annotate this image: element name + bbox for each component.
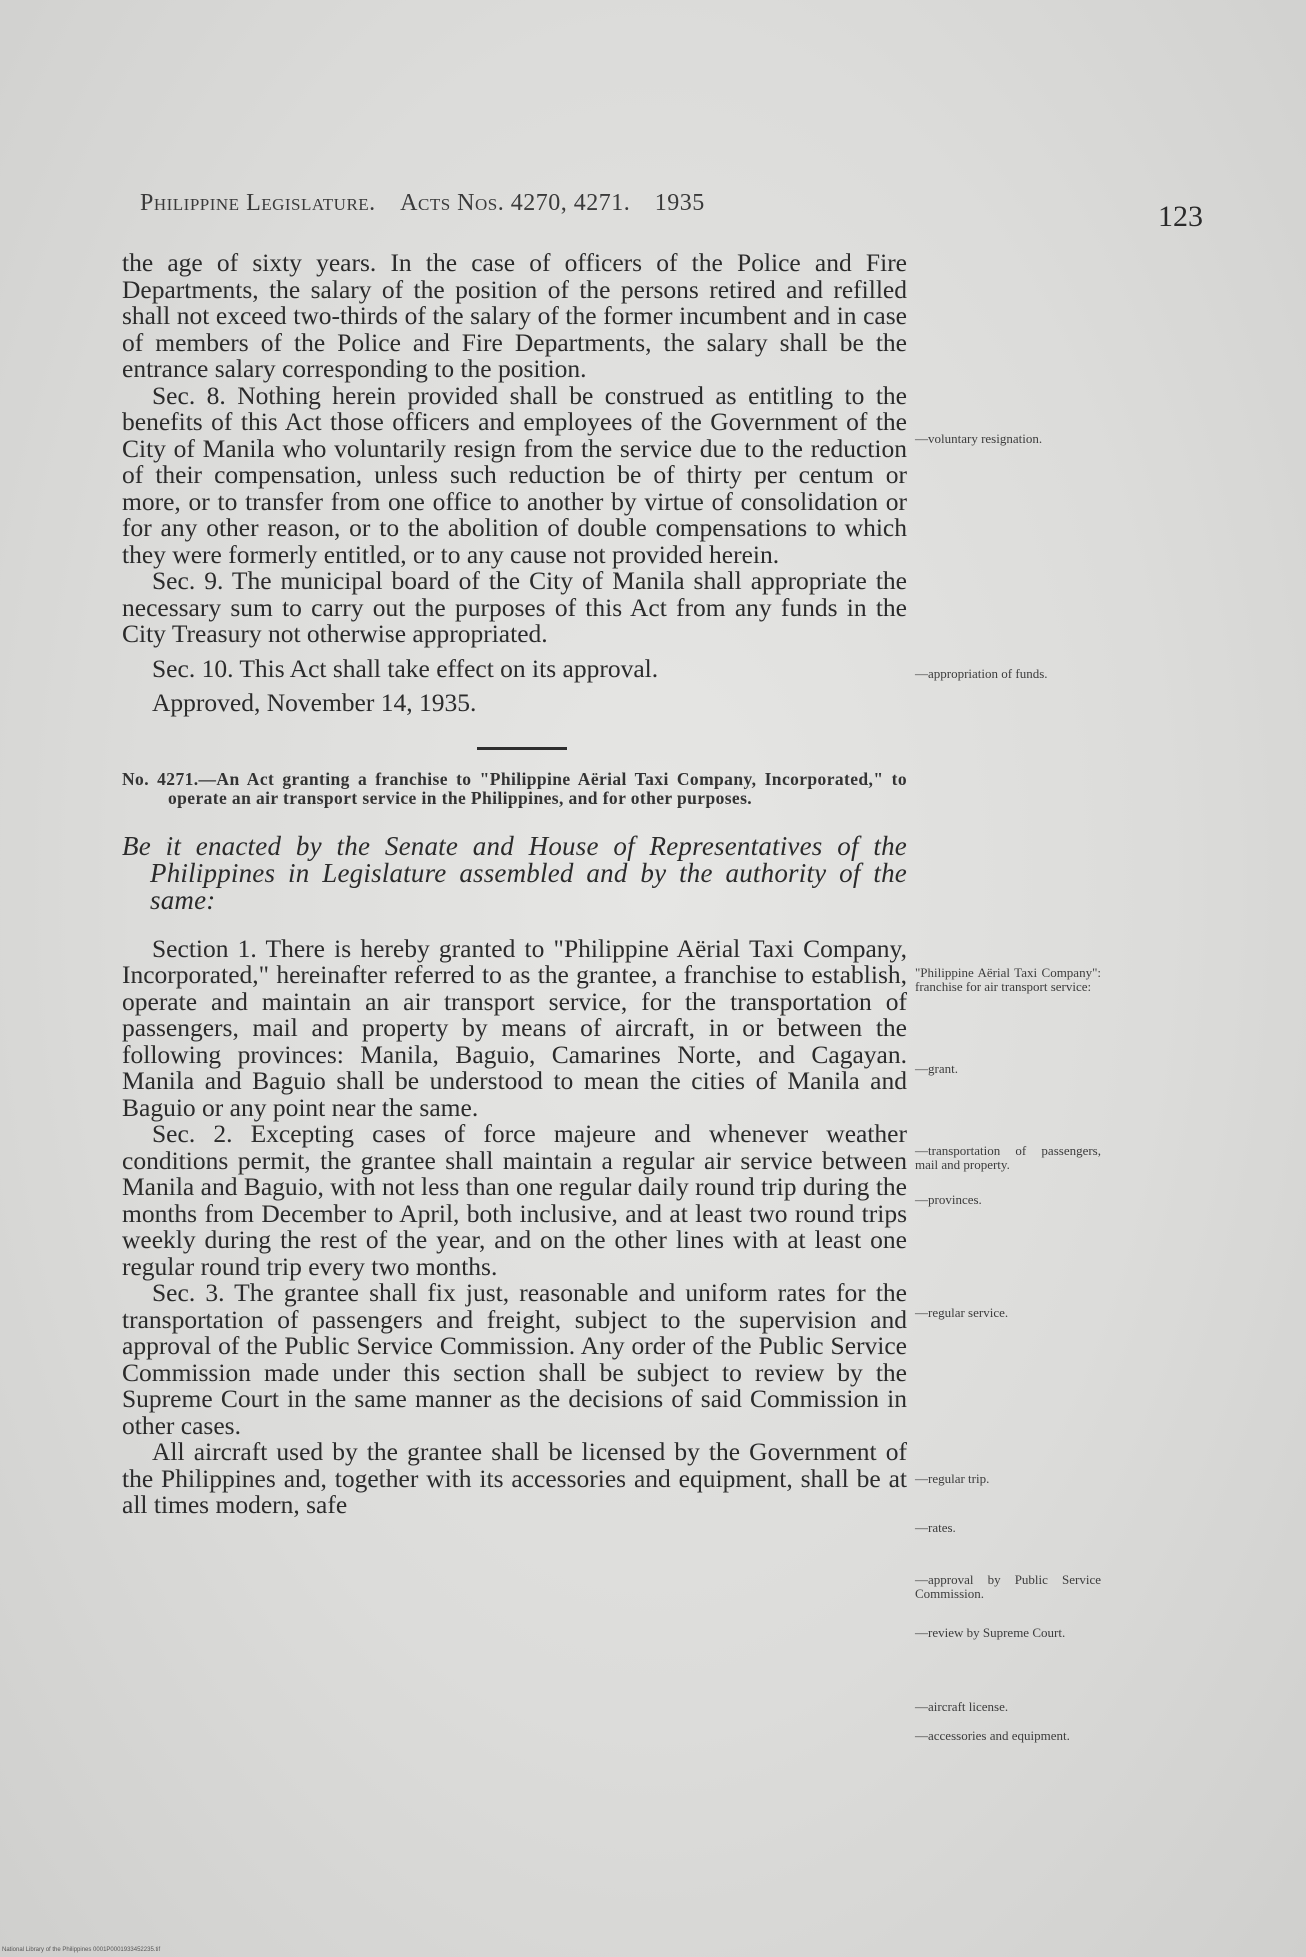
margin-note-regular-service: —regular service. xyxy=(915,1305,1009,1320)
enacting-clause: Be it enacted by the Senate and House of Representatives of the Philippines in Legislature assembled and by the authority of the same: xyxy=(122,830,907,915)
margin-note-voluntary-resignation: —voluntary resignation. xyxy=(915,431,1043,446)
aircraft-paragraph: All aircraft used by the grantee shall be licensed by the Government of the Philippines and, together with its accessories and equipment, shall be at all times modern, safe xyxy=(122,1437,907,1519)
header-acts: Acts Nos. 4270, 4271. xyxy=(400,190,631,216)
margin-note-grant: —grant. xyxy=(915,1061,958,1076)
body-text xyxy=(122,250,907,1519)
margin-note-accessories: —accessories and equipment. xyxy=(915,1728,1070,1743)
section-9: Sec. 9. The municipal board of the City of Manila shall appropriate the necessary sum to carry out the purposes of this Act from any funds in the City Treasury not otherwise appropriated. xyxy=(122,566,907,648)
paragraph-retirement-salary: the age of sixty years. In the case of officers of the Police and Fire Departments, the salary of the position of the persons retired and refilled shall not exceed two-thirds of the salary of the former incumbent and in case of members of the Police and Fire Departments, the salary shall be the entrance salary corresponding to the position. xyxy=(122,248,907,383)
margin-note-aircraft-license: —aircraft license. xyxy=(915,1699,1009,1714)
page-number: 123 xyxy=(1158,200,1203,233)
header-legislature: Philippine Legislature. xyxy=(140,190,376,216)
section-divider xyxy=(477,747,567,750)
act-title: No. 4271.—An Act granting a franchise to "Philippine Aërial Taxi Company, Incorporated," to operate an air transport service in the Philippines, and for other purposes. xyxy=(122,768,907,808)
margin-note-provinces: —provinces. xyxy=(915,1192,982,1207)
margin-note-transportation: —transportation of passengers, mail and property. xyxy=(915,1143,1101,1172)
margin-note-regular-trip: —regular trip. xyxy=(915,1471,990,1486)
header-year: 1935 xyxy=(654,190,705,216)
section-2: Sec. 2. Excepting cases of force majeure and whenever weather conditions permit, the grantee shall maintain a regular air service between Manila and Baguio, with not less than one regular daily round trip during the months from December to April, both inclusive, and at least two round trips weekly during the rest of the year, and on the other lines with at least one regular round trip every two months. xyxy=(122,1119,907,1281)
section-1: Section 1. There is hereby granted to "Philippine Aërial Taxi Company, Incorporated," hereinafter referred to as the grantee, a franchise to establish, operate and maintain an air transport service, for the transportation of passengers, mail and property by means of aircraft, in or between the following provinces: Manila, Baguio, Camarines Norte, and Cagayan. Manila and Baguio shall be understood to mean the cities of Manila and Baguio or any point near the same. xyxy=(122,933,907,1122)
margin-note-rates: —rates. xyxy=(915,1520,956,1535)
approval-date: Approved, November 14, 1935. xyxy=(152,688,477,717)
section-10: Sec. 10. This Act shall take effect on its approval. xyxy=(152,653,659,683)
margin-note-appropriation: —appropriation of funds. xyxy=(915,666,1048,681)
section-3: Sec. 3. The grantee shall fix just, reasonable and uniform rates for the transportation of passengers and freight, subject to the supervision and approval of the Public Service Commission. Any order of the Public Service Commission made under this section shall be subject to review by the Supreme Court in the same manner as the decisions of said Commission in other cases. xyxy=(122,1278,907,1440)
running-header xyxy=(140,190,723,217)
margin-note-review: —review by Supreme Court. xyxy=(915,1625,1066,1640)
margin-note-franchise: "Philippine Aërial Taxi Company": franchise for air transport service: xyxy=(915,965,1101,994)
margin-note-approval: —approval by Public Service Commission. xyxy=(915,1572,1101,1601)
section-8: Sec. 8. Nothing herein provided shall be construed as entitling to the benefits of this Act those officers and employees of the Government of the City of Manila who voluntarily resign from the service due to the reduction of their compensation, unless such reduction be of thirty per centum or more, or to transfer from one office to another by virtue of consolidation or for any other reason, or to the abolition of double compensations to which they were formerly entitled, or to any cause not provided herein. xyxy=(122,380,907,569)
scan-footer: National Library of the Philippines 0001P0001933452235.tif xyxy=(2,1947,161,1953)
